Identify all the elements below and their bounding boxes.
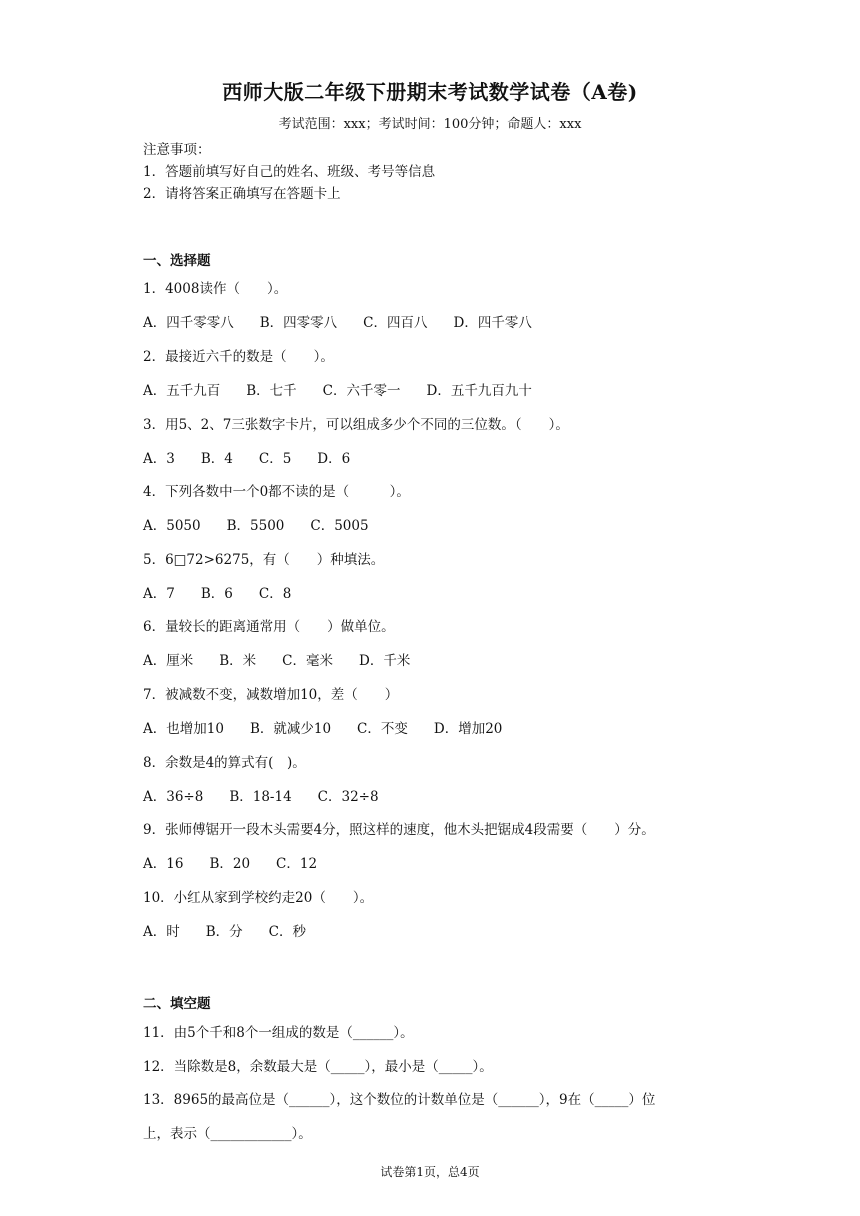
question-continuation: 上，表示（____________）。 xyxy=(143,1126,312,1142)
question: 9．张师傅锯开一段木头需要4分，照这样的速度，他木头把锯成4段需要（ ）分。 xyxy=(143,822,655,838)
option: D．6 xyxy=(317,451,351,467)
exam-info: 考试范围：xxx；考试时间：100分钟；命题人：xxx xyxy=(278,117,582,132)
section-heading-fill: 二、填空题 xyxy=(143,996,211,1012)
option: A．时 xyxy=(143,924,180,940)
option: D．四千零八 xyxy=(453,315,532,331)
options xyxy=(143,785,405,805)
question: 2．最接近六千的数是（ ）。 xyxy=(143,349,334,365)
option: C．8 xyxy=(258,586,292,602)
section-heading-choice: 一、选择题 xyxy=(143,253,211,269)
option: D．增加20 xyxy=(433,721,503,737)
options xyxy=(143,379,558,399)
option: C．5005 xyxy=(310,518,369,534)
question: 13．8965的最高位是（______），这个数位的计数单位是（______），9在（_____）位 xyxy=(143,1092,656,1108)
option: A．五千九百 xyxy=(143,383,221,399)
page-title: 西师大版二年级下册期末考试数学试卷（A卷) xyxy=(222,80,638,104)
options xyxy=(143,311,558,331)
option: C．不变 xyxy=(357,721,408,737)
options xyxy=(143,582,317,602)
question: 10．小红从家到学校约走20（ ）。 xyxy=(143,890,374,906)
option: A．3 xyxy=(143,451,175,467)
options xyxy=(143,514,395,534)
options xyxy=(143,649,436,669)
option: B．4 xyxy=(200,451,233,467)
option: B．18-14 xyxy=(229,789,292,805)
page-footer: 试卷第1页，总4页 xyxy=(380,1165,480,1179)
option: B．20 xyxy=(209,856,251,872)
option: C．32÷8 xyxy=(317,789,379,805)
question: 12．当除数是8，余数最大是（_____），最小是（_____）。 xyxy=(143,1059,493,1075)
option: A．厘米 xyxy=(143,653,194,669)
option: B．5500 xyxy=(226,518,285,534)
option: B．米 xyxy=(219,653,257,669)
option: C．12 xyxy=(276,856,318,872)
option: B．分 xyxy=(205,924,243,940)
options xyxy=(143,717,528,737)
option: A．四千零零八 xyxy=(143,315,234,331)
option: D．五千九百九十 xyxy=(426,383,532,399)
option: A．5050 xyxy=(143,518,201,534)
question: 4．下列各数中一个0都不读的是（ ）。 xyxy=(143,484,410,500)
option: C．毫米 xyxy=(282,653,334,669)
option: B．就减少10 xyxy=(249,721,332,737)
notice-heading: 注意事项： xyxy=(143,142,211,158)
options xyxy=(143,447,376,467)
option: B．七千 xyxy=(246,383,297,399)
option: A．也增加10 xyxy=(143,721,224,737)
option: C．秒 xyxy=(268,924,307,940)
option: C．四百八 xyxy=(363,315,428,331)
notice-item: 1．答题前填写好自己的姓名、班级、考号等信息 xyxy=(143,164,436,180)
option: A．16 xyxy=(143,856,184,872)
option: D．千米 xyxy=(359,653,411,669)
question: 6．量较长的距离通常用（ ）做单位。 xyxy=(143,619,395,635)
option: A．7 xyxy=(143,586,175,602)
option: B．四零零八 xyxy=(259,315,338,331)
question: 5．6□72>6275，有（ ）种填法。 xyxy=(143,552,385,568)
option: C．5 xyxy=(258,451,292,467)
options xyxy=(143,852,343,872)
option: A．36÷8 xyxy=(143,789,204,805)
question: 8．余数是4的算式有( )。 xyxy=(143,755,306,771)
options xyxy=(143,920,332,940)
question: 1．4008读作（ ）。 xyxy=(143,281,288,297)
question: 11．由5个千和8个一组成的数是（______）。 xyxy=(143,1025,414,1041)
option: C．六千零一 xyxy=(322,383,401,399)
option: B．6 xyxy=(200,586,233,602)
question: 3．用5、2、7三张数字卡片，可以组成多少个不同的三位数。（ ）。 xyxy=(143,417,569,433)
question: 7．被减数不变，减数增加10，差（ ） xyxy=(143,687,399,703)
notice-item: 2．请将答案正确填写在答题卡上 xyxy=(143,186,341,202)
